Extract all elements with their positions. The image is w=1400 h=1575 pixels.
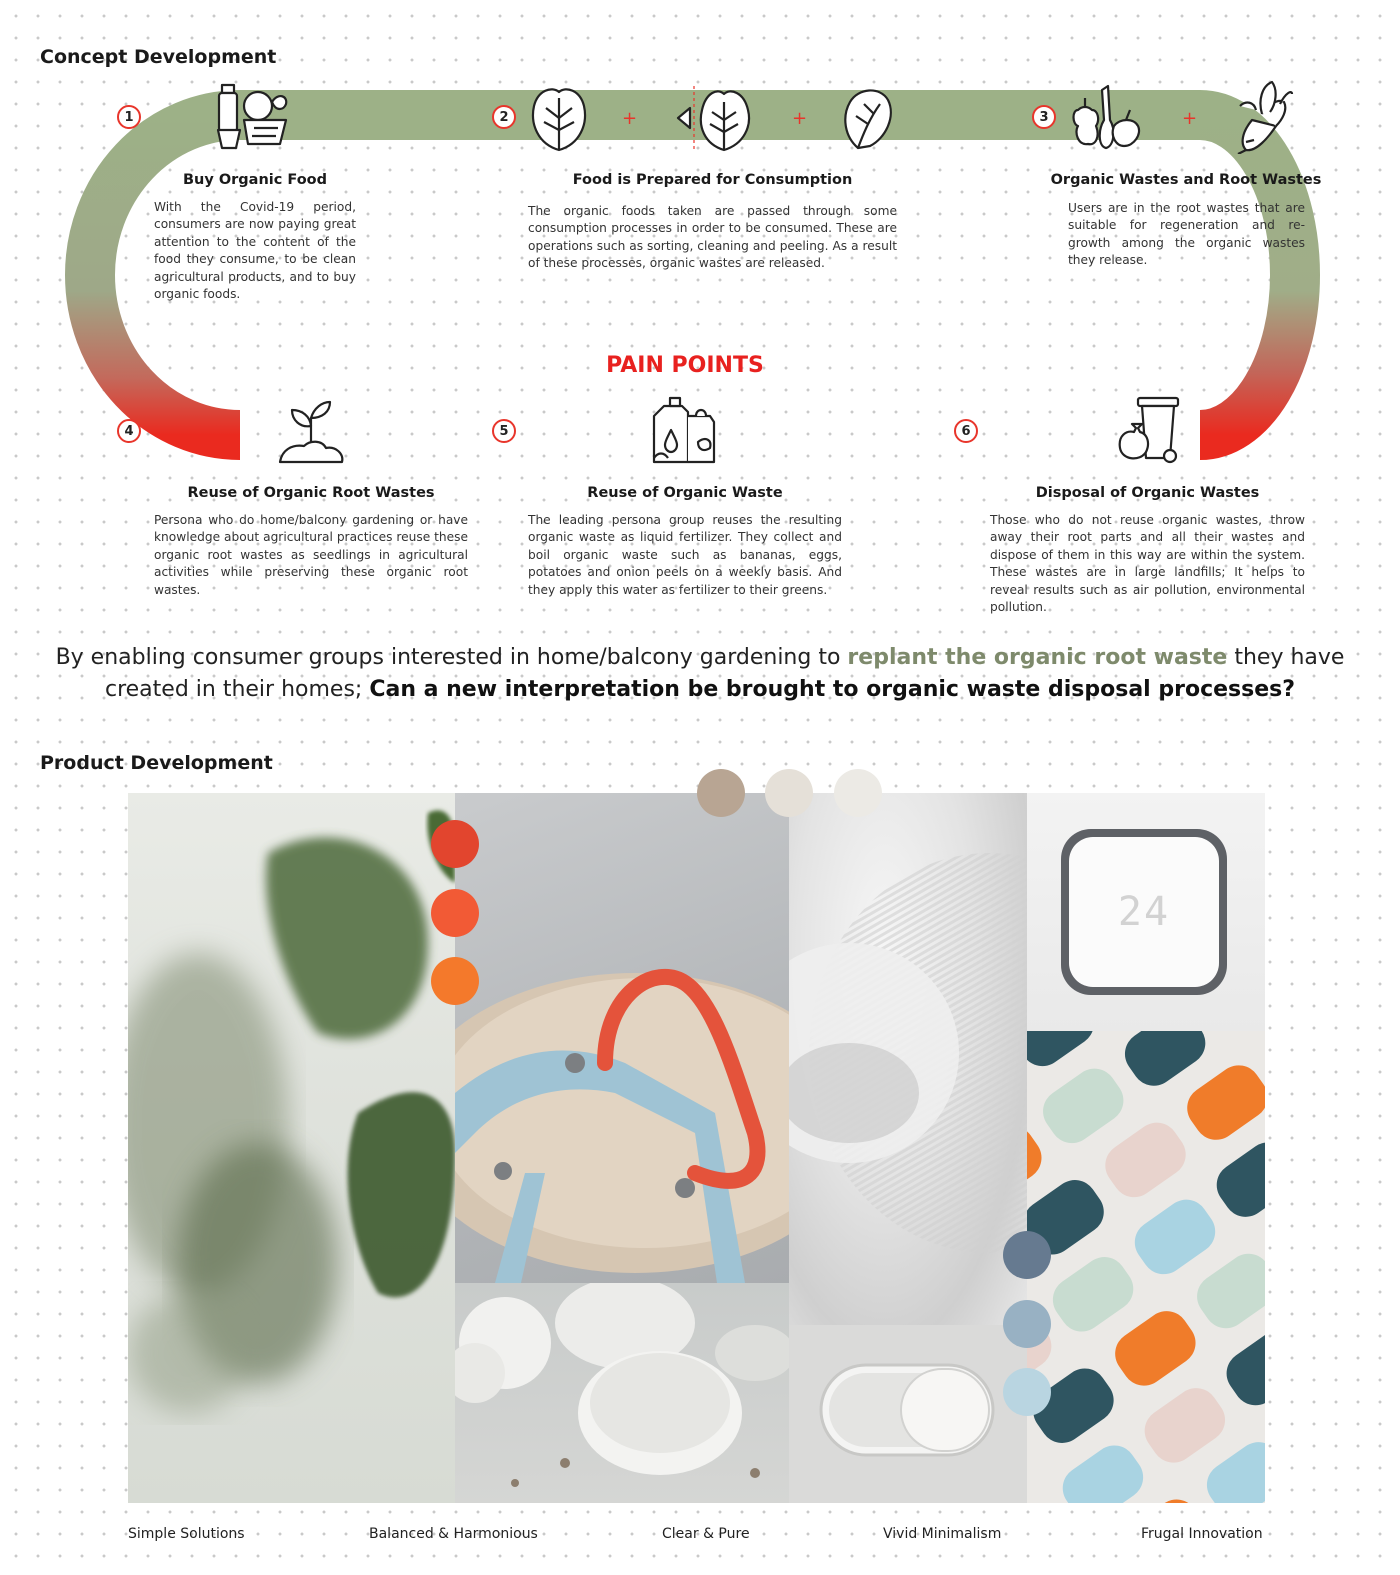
step-1-title: Buy Organic Food — [182, 172, 328, 188]
step-5-text: The leading persona group reuses the resulting organic waste as liquid fertilizer. They collect and boil organic waste such as bananas, eggs, potatoes and onion peels on a weekly basis. And they apply this water as fertilizer to their greens. — [528, 513, 842, 597]
step-6-text: Those who do not reuse organic wastes, throw away their root parts and all their wastes and dispose of them in this way are within the system. These wastes are in large landfills; It helps to reveal results such as air pollution, environmental pollution. — [990, 513, 1305, 615]
step-5-title: Reuse of Organic Waste — [587, 485, 783, 501]
label-simple-solutions: Simple Solutions — [128, 1526, 245, 1542]
color-swatch-blue-1 — [1003, 1231, 1051, 1279]
product-title: Product Development — [40, 752, 273, 774]
fertilizer-jug-icon — [648, 394, 720, 466]
step-number-2: 2 — [492, 105, 516, 129]
question-highlight: replant the organic root waste — [847, 645, 1228, 670]
color-swatch-warm-2 — [431, 889, 479, 937]
step-3-text: Users are in the root wastes that are suitable for regeneration and re-growth among the organic wastes they release. — [1068, 201, 1305, 268]
step-number-3: 3 — [1032, 105, 1056, 129]
color-swatch-warm-1 — [431, 820, 479, 868]
research-question — [25, 642, 1375, 706]
sprout-icon — [276, 398, 346, 464]
label-vivid-minimalism: Vivid Minimalism — [883, 1526, 1002, 1542]
question-part-2: they have created in their homes; — [104, 645, 1345, 702]
label-balanced-harmonious: Balanced & Harmonious — [369, 1526, 538, 1542]
groceries-icon — [214, 82, 294, 152]
label-clear-pure: Clear & Pure — [662, 1526, 750, 1542]
lettuce-icon — [528, 84, 590, 152]
step-4-text: Persona who do home/balcony gardening or have knowledge about agricultural practices reuse these organic root wastes as seedlings in agricultural activities while preserving these organic root wastes. — [154, 513, 468, 597]
color-swatch-blue-2 — [1003, 1300, 1051, 1348]
moodboard-device-image — [1027, 793, 1265, 1031]
pain-points-heading: PAIN POINTS — [606, 353, 764, 378]
moodboard-plant-image — [128, 793, 455, 1503]
step-6-title: Disposal of Organic Wastes — [1035, 485, 1260, 501]
trash-bin-icon — [1114, 394, 1186, 466]
root-vegetable-icon — [1232, 80, 1294, 154]
step-number-1: 1 — [117, 105, 141, 129]
step-4-title: Reuse of Organic Root Wastes — [187, 485, 435, 501]
plus-sign: + — [1182, 108, 1198, 129]
moodboard-stool-image — [455, 793, 789, 1283]
question-part-1: By enabling consumer groups interested in home/balcony gardening to — [55, 645, 848, 670]
step-2-title: Food is Prepared for Consumption — [572, 172, 853, 188]
concept-title: Concept Development — [40, 46, 277, 68]
color-swatch-blue-3 — [1003, 1368, 1051, 1416]
moodboard-cotton-image — [455, 1283, 789, 1503]
moodboard-switch-image — [789, 1325, 1027, 1503]
step-number-5: 5 — [492, 419, 516, 443]
plus-sign: + — [792, 108, 808, 129]
food-scraps-icon — [1068, 80, 1146, 154]
moodboard-fabric-image — [789, 793, 1027, 1325]
step-number-4: 4 — [117, 419, 141, 443]
step-3-title: Organic Wastes and Root Wastes — [1050, 172, 1322, 188]
color-swatch-neutral-1 — [697, 769, 745, 817]
step-1-text: With the Covid-19 period, consumers are now paying great attention to the content of the food they consume, to be clean agricultural products, and to buy organic foods. — [154, 200, 356, 302]
step-2-text: The organic foods taken are passed through some consumption processes in order to be consumed. These are operations such as sorting, cleaning and peeling. As a result of these processes, organic wastes are released. — [528, 204, 897, 271]
question-bold: Can a new interpretation be brought to organic waste disposal processes? — [369, 677, 1296, 702]
step-number-6: 6 — [954, 419, 978, 443]
cut-lettuce-icon — [674, 84, 754, 152]
label-frugal-innovation: Frugal Innovation — [1141, 1526, 1263, 1542]
device-display: 24 — [1117, 889, 1171, 935]
plus-sign: + — [622, 108, 638, 129]
color-swatch-warm-3 — [431, 957, 479, 1005]
leafy-green-icon — [840, 86, 896, 150]
moodboard-capsules-image — [1027, 1031, 1265, 1503]
color-swatch-neutral-3 — [834, 769, 882, 817]
color-swatch-neutral-2 — [765, 769, 813, 817]
